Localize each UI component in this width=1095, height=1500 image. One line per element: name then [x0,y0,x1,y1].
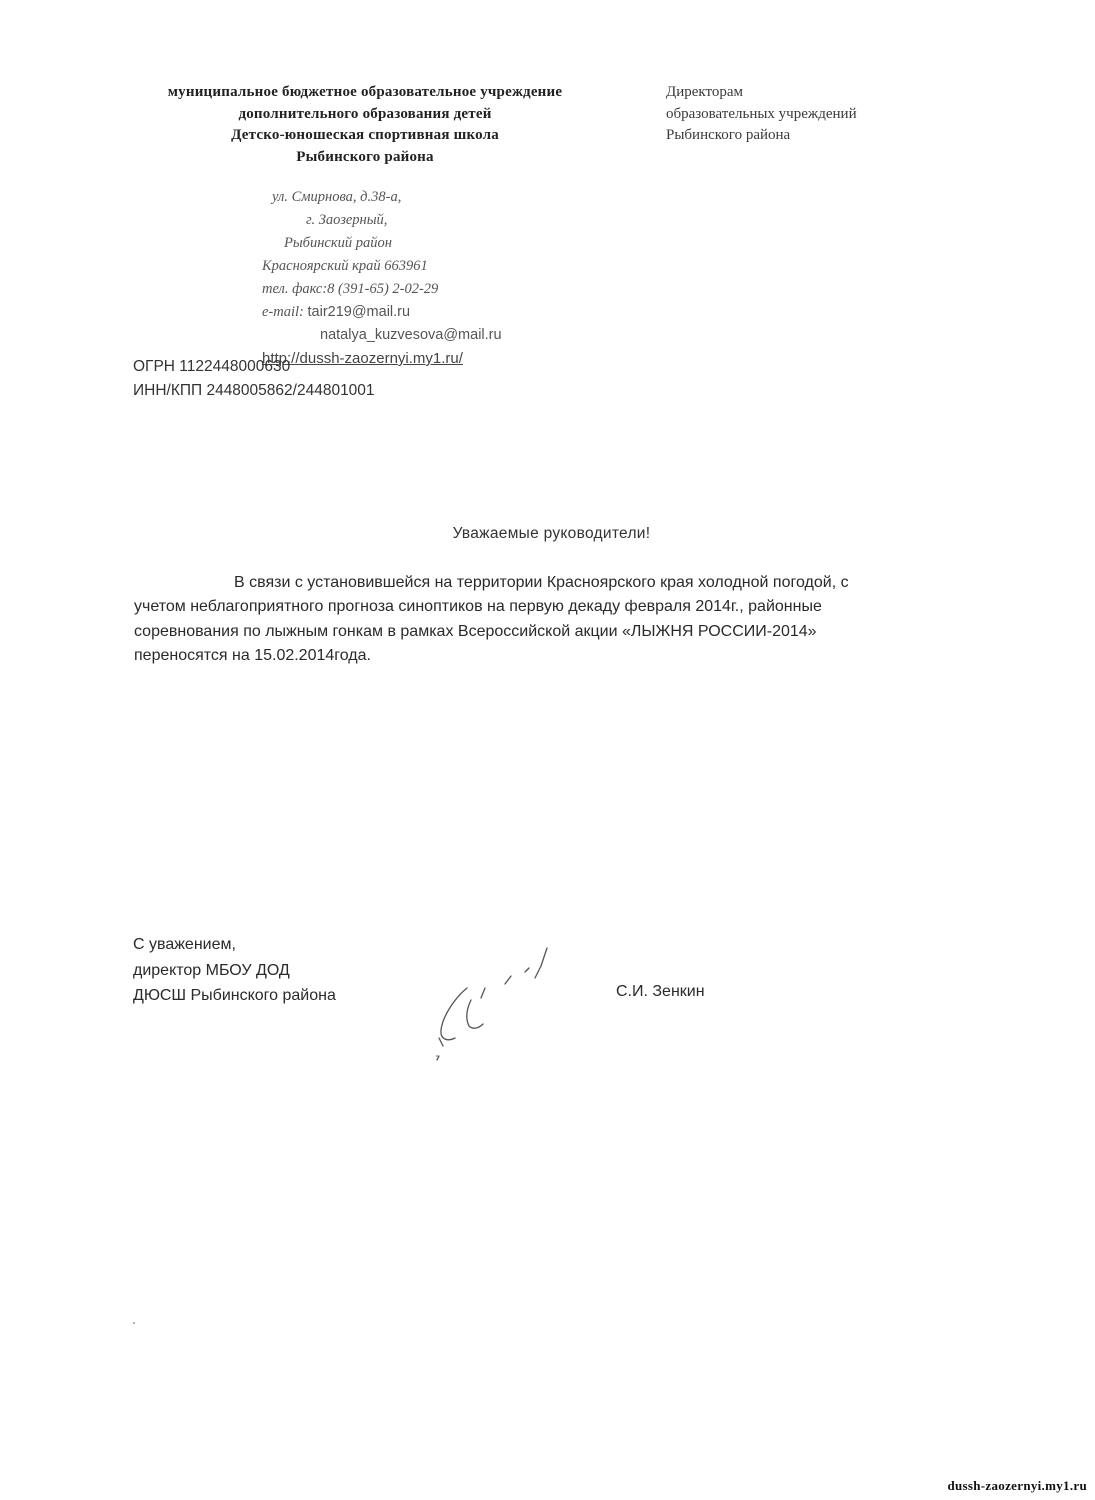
letter-body [134,571,954,668]
organization-name [110,82,620,168]
signer-name: С.И. Зенкин [616,983,705,1000]
address-village: г. Заозерный, [306,212,388,228]
closing-block [133,932,336,1009]
phone-fax: тел. факс:8 (391-65) 2-02-29 [262,281,439,297]
scan-speck [436,1055,438,1057]
site-watermark: dussh-zaozernyi.my1.ru [947,1478,1087,1493]
email-label: e-mail: [262,304,304,320]
closing-line: С уважением, [133,936,236,953]
org-line: Рыбинского района [296,148,434,165]
salutation: Уважаемые руководители! [452,525,651,542]
scan-speck [133,1322,135,1324]
email-primary[interactable]: tair219@mail.ru [307,304,411,320]
org-line: муниципальное бюджетное образовательное учреждение [167,84,563,100]
address-region: Красноярский край 663961 [262,258,428,274]
org-line: дополнительного образования детей [238,105,492,122]
closing-line: ДЮСШ Рыбинского района [133,987,336,1004]
email-row [262,301,502,324]
registration-block [133,355,375,403]
org-line: Детско-юношеская спортивная школа [231,127,499,143]
body-line: соревнования по лыжным гонкам в рамках Всероссийской акции «ЛЫЖНЯ РОССИИ-2014» [134,622,817,640]
addressee-block [666,82,857,147]
addressee-line: Директорам [666,84,744,100]
contact-block [262,186,502,370]
address-district: Рыбинский район [284,235,392,251]
closing-line: директор МБОУ ДОД [133,961,290,979]
address-street: ул. Смирнова, д.38-а, [272,189,402,205]
addressee-line: Рыбинского района [666,127,791,143]
addressee-line: образовательных учреждений [666,105,857,122]
body-line: В связи с установившейся на территории Красноярского края холодной погодой, с [234,574,849,591]
ogrn-number: ОГРН 1122448000630 [133,358,291,375]
email-secondary[interactable]: natalya_kuzvesova@mail.ru [320,327,502,343]
website-link[interactable]: http://dussh-zaozernyi.my1.ru/ [262,350,463,367]
body-line: переносятся на 15.02.2014года. [134,646,371,664]
body-line: учетом неблагоприятного прогноза синоптиков на первую декаду февраля 2014г., районные [134,598,822,616]
handwritten-signature [425,938,565,1068]
inn-kpp-number: ИНН/КПП 2448005862/244801001 [133,382,375,399]
